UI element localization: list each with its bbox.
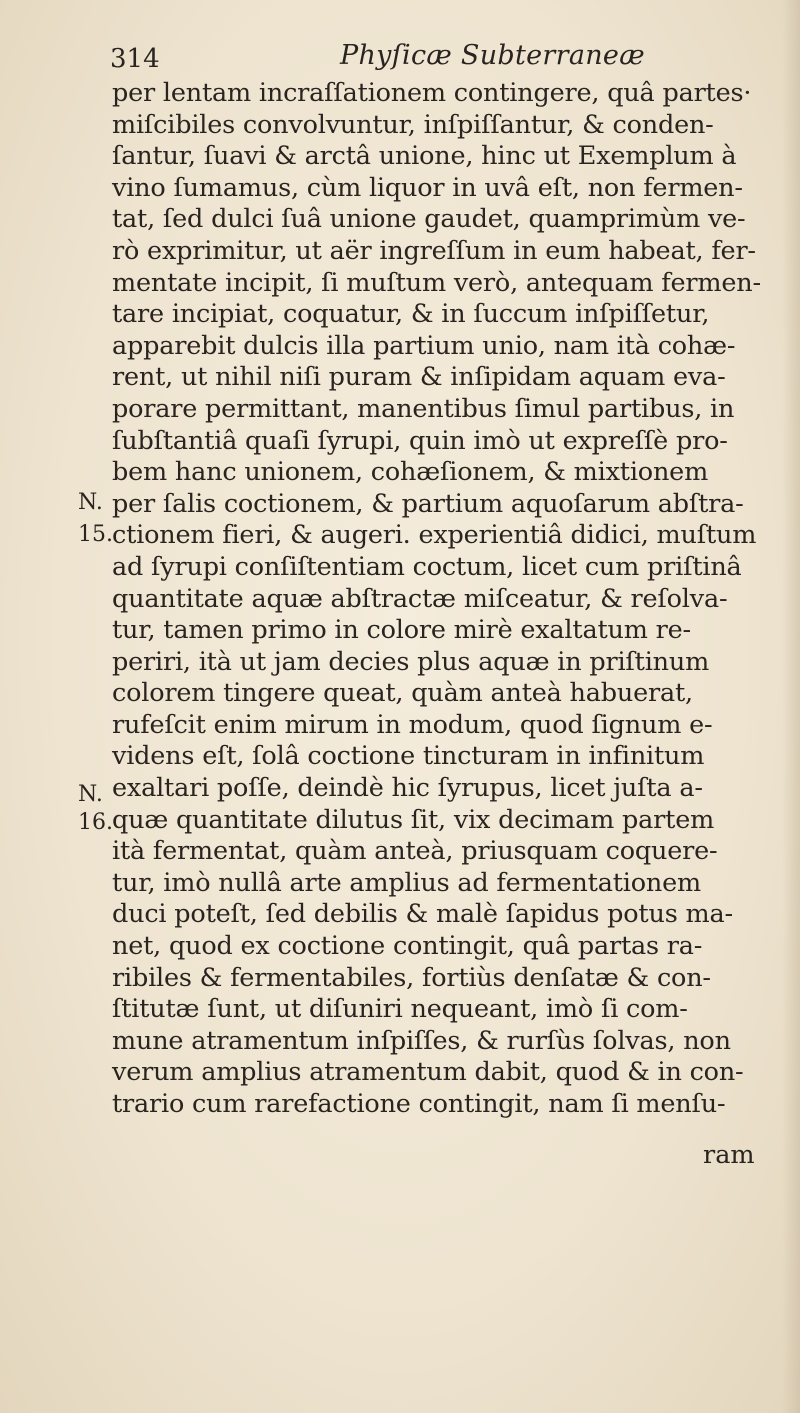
text-line: tare incipiat, coquatur, & in ſuccum inſpiſſetur, xyxy=(112,299,710,330)
text-line: tur, tamen primo in colore mirè exaltatum re- xyxy=(112,615,691,646)
text-line: quantitate aquæ abſtractæ miſceatur, & reſolva- xyxy=(112,583,728,614)
text-line: ribiles & fermentabiles, fortiùs denſatæ & con- xyxy=(112,962,711,993)
text-line: miſcibiles convolvuntur, inſpiſſantur, & conden- xyxy=(112,109,714,140)
running-head: Phyſicæ Subterraneæ xyxy=(340,40,645,71)
text-line: trario cum rarefactione contingit, nam ſi menſu- xyxy=(112,1089,726,1119)
text-line: apparebit dulcis illa partium unio, nam ità cohæ- xyxy=(112,330,736,361)
text-line: per ſalis coctionem, & partium aquoſarum abſtra- xyxy=(112,488,744,519)
text-line: bem hanc unionem, cohæſionem, & mixtionem xyxy=(112,457,709,488)
text-line: tur, imò nullâ arte amplius ad fermentationem xyxy=(112,867,701,898)
text-line: videns eſt, ſolâ coctione tincturam in infinitum xyxy=(112,741,705,772)
text-line: mentate incipit, ſi muſtum verò, antequam fermen- xyxy=(112,267,761,298)
text-line: vino ſumamus, cùm liquor in uvâ eſt, non fermen- xyxy=(112,172,743,203)
catchword: ram xyxy=(703,1140,755,1170)
text-line: ſantur, ſuavi & arctâ unione, hinc ut Exemplum à xyxy=(112,141,737,172)
margin-notes xyxy=(0,0,113,1413)
text-line: mune atramentum inſpiſſes, & rurſùs ſolvas, non xyxy=(112,1025,731,1056)
text-line: per lentam incraſſationem contingere, quâ partes· xyxy=(112,78,752,108)
margin-note: N. xyxy=(78,490,103,515)
text-line: quæ quantitate dilutus ſit, vix decimam partem xyxy=(112,804,715,835)
text-line: ctionem fieri, & augeri. experientiâ didici, muſtum xyxy=(112,520,757,551)
text-line: porare permittant, manentibus ſimul partibus, in xyxy=(112,393,735,424)
text-line: ſtitutæ ſunt, ut diſuniri nequeant, imò ſi com- xyxy=(112,994,688,1025)
text-line: ità fermentat, quàm anteà, priusquam coquere- xyxy=(112,836,718,867)
margin-note: N. xyxy=(78,782,103,807)
body-text xyxy=(112,78,800,1121)
text-line: colorem tingere queat, quàm anteà habuerat, xyxy=(112,678,693,709)
text-line: duci poteſt, ſed debilis & malè ſapidus potus ma- xyxy=(112,899,733,930)
text-line: rent, ut nihil niſi puram & inſipidam aquam eva- xyxy=(112,362,726,393)
text-line: periri, ità ut jam decies plus aquæ in priſtinum xyxy=(112,646,710,677)
text-line: tat, ſed dulci ſuâ unione gaudet, quamprimùm ve- xyxy=(112,204,746,235)
text-line: rufeſcit enim mirum in modum, quod ſignum e- xyxy=(112,709,713,740)
page-number: 314 xyxy=(110,44,160,74)
text-line: ad ſyrupi conſiſtentiam coctum, licet cum priſtinâ xyxy=(112,551,742,582)
margin-note: 15. xyxy=(78,522,113,547)
text-line: verum amplius atramentum dabit, quod & in con- xyxy=(112,1057,744,1088)
page-header xyxy=(110,40,710,80)
text-line: ſubſtantiâ quaſi ſyrupi, quin imò ut expreſſè pro- xyxy=(112,425,728,456)
text-line: net, quod ex coctione contingit, quâ partas ra- xyxy=(112,931,703,962)
margin-note: 16. xyxy=(78,810,113,835)
text-line: rò exprimitur, ut aër ingreſſum in eum habeat, fer- xyxy=(112,235,756,266)
text-line: exaltari poſſe, deindè hic ſyrupus, licet juſta a- xyxy=(112,773,703,804)
